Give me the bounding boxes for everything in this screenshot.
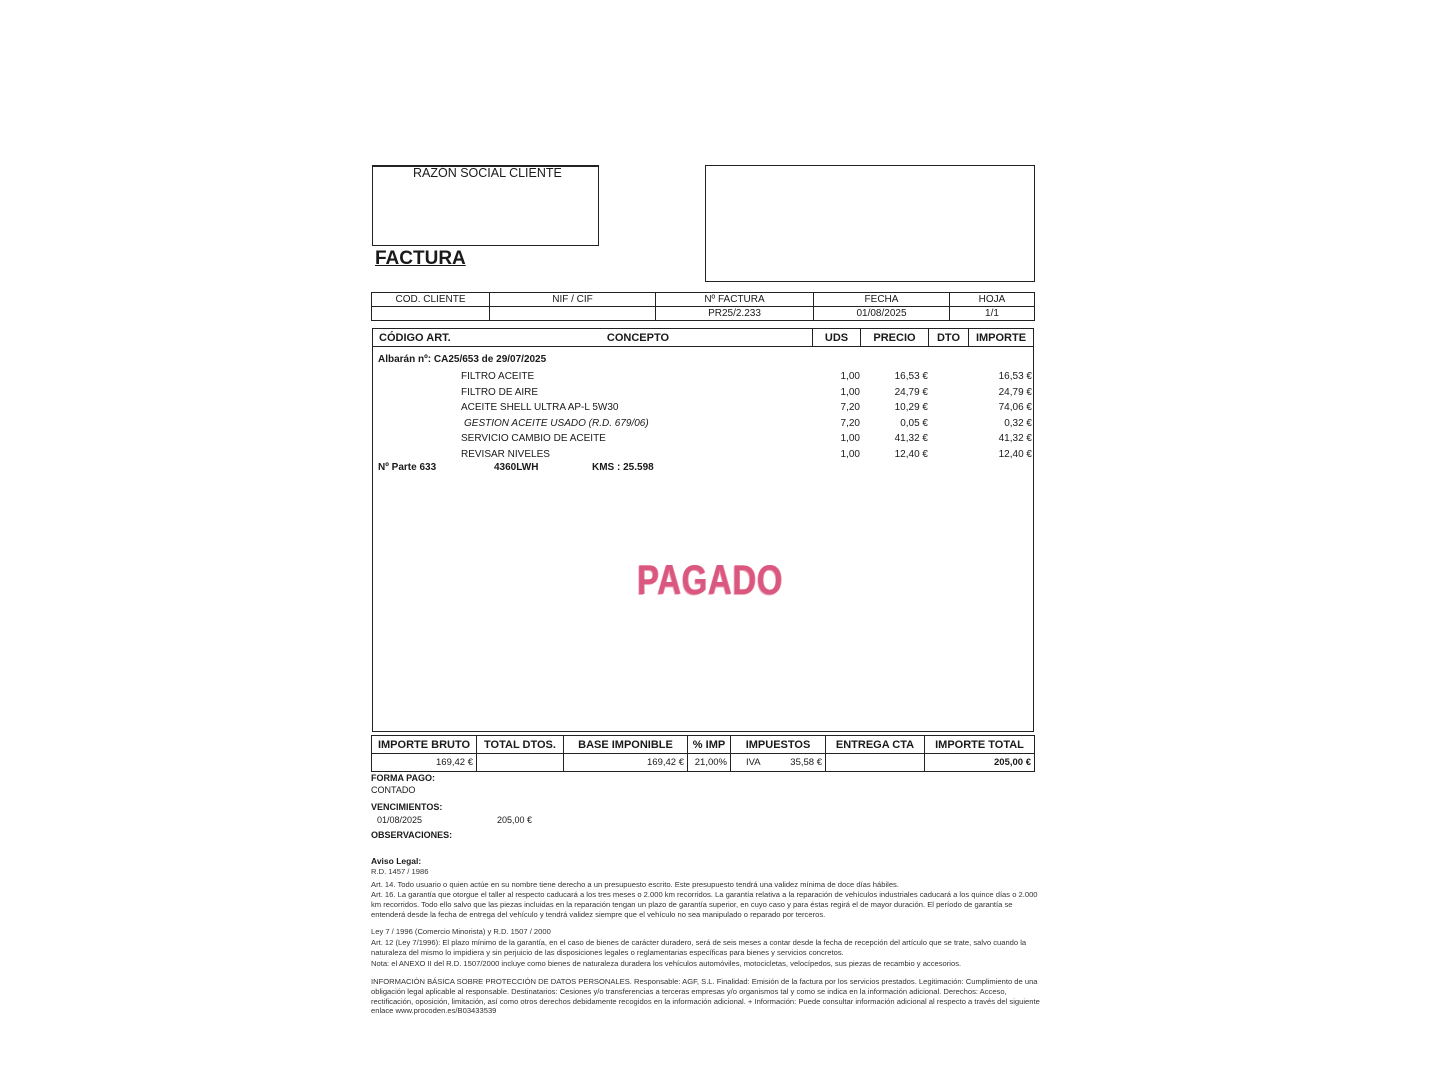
parte-number: Nº Parte 633 <box>378 462 437 473</box>
legal-proteccion-datos: INFORMACIÓN BÁSICA SOBRE PROTECCIÓN DE DATOS PERSONALES. Responsable: AGF, S.L. Finalidad: Emisión de la factura por los servicios prestados. Legitimación: Cumplimiento de una obligación legal aplicable al responsable. Destinatarios: Cesiones y/o transferencias a terceras empresas y/o organismos tal y como se indica en la información adicional. Derechos: Acceso, rectificación, oposición, limitación, así como otros derechos debidamente recogidos en la información adicional. + Información: Puede consultar información adicional al respecto a través del siguiente enlace www.procoden.es/B03433539 <box>371 977 1040 1016</box>
impuestos-amount: 35,58 € <box>790 757 822 768</box>
document-title: FACTURA <box>375 248 466 269</box>
column-header-codigo: CÓDIGO ART. <box>373 329 813 347</box>
totals-value-impuestos <box>731 754 826 772</box>
header-value-cod-cliente <box>372 307 490 321</box>
item-uds: 1,00 <box>840 433 860 444</box>
legal-art14: Art. 14. Todo usuario o quien actúe en su nombre tiene derecho a un presupuesto escrito. Este presupuesto tendrá una validez mínima de doce días hábiles. <box>371 880 899 889</box>
item-concepto: SERVICIO CAMBIO DE ACEITE <box>461 433 606 444</box>
totals-value-base: 169,42 € <box>564 754 688 772</box>
item-concepto: REVISAR NIVELES <box>461 448 550 460</box>
item-uds: 1,00 <box>840 386 860 398</box>
totals-table <box>371 735 1035 772</box>
item-importe: 16,53 € <box>998 371 1032 382</box>
header-label-cod-cliente: COD. CLIENTE <box>372 293 490 307</box>
legal-art16: Art. 16. La garantía que otorgue el taller al respecto caducará a los tres meses o 2.000 km recorridos. La garantía relativa a la reparación de vehículos industriales caducará a los quince días o 2.000 km recorridos. Todo ello salvo que las piezas incluidas en la reparación tengan un plazo de garantía superior, en cuyo caso y para éstas regirá el de mayor duración. El período de garantía se entenderá desde la fecha de entrega del vehículo y tendrá validez siempre que el vehículo no sea manipulado o reparado por terceros. <box>371 890 1038 919</box>
totals-label-dtos: TOTAL DTOS. <box>477 736 564 754</box>
header-value-hoja: 1/1 <box>950 307 1035 321</box>
item-concepto: FILTRO DE AIRE <box>461 386 539 398</box>
albaran-reference: Albarán nº: CA25/653 de 29/07/2025 <box>378 354 547 365</box>
item-uds: 7,20 <box>840 417 860 429</box>
totals-label-total: IMPORTE TOTAL <box>925 736 1035 754</box>
forma-pago-value: CONTADO <box>371 785 416 795</box>
column-header-importe: IMPORTE <box>969 329 1033 347</box>
totals-label-base: BASE IMPONIBLE <box>564 736 688 754</box>
vehicle-kms: KMS : 25.598 <box>592 462 654 473</box>
header-label-hoja: HOJA <box>950 293 1035 307</box>
totals-label-entrega: ENTREGA CTA <box>826 736 925 754</box>
totals-value-pimp: 21,00% <box>688 754 731 772</box>
legal-rd: R.D. 1457 / 1986 <box>371 867 429 876</box>
forma-pago-label: FORMA PAGO: <box>371 773 435 783</box>
item-concepto: FILTRO ACEITE <box>461 371 535 382</box>
header-value-nif <box>490 307 656 321</box>
item-importe: 41,32 € <box>998 433 1032 444</box>
column-header-uds: UDS <box>813 329 861 347</box>
column-header-dto: DTO <box>929 329 969 347</box>
invoice-header-table <box>371 292 1035 321</box>
company-box <box>705 165 1035 282</box>
vencimiento-fecha: 01/08/2025 <box>377 815 423 825</box>
item-concepto: ACEITE SHELL ULTRA AP-L 5W30 <box>461 402 619 413</box>
totals-value-total: 205,00 € <box>925 754 1035 772</box>
vehicle-plate: 4360LWH <box>494 462 539 473</box>
item-importe: 74,06 € <box>998 402 1032 413</box>
legal-art12: Art. 12 (Ley 7/1996): El plazo mínimo de la garantía, en el caso de bienes de carácter duradero, será de seis meses a contar desde la fecha de recepción del artículo que se trate, salvo cuando la naturaleza del mismo lo impidiera y sin perjuicio de las disposiciones legales o reglamentarias específicas para bienes y servicios concretos. <box>371 938 1027 957</box>
iva-label: IVA <box>746 757 761 768</box>
item-precio: 24,79 € <box>894 386 928 398</box>
item-uds: 7,20 <box>840 402 860 413</box>
totals-value-bruto: 169,42 € <box>372 754 477 772</box>
item-precio: 12,40 € <box>894 448 928 460</box>
paid-stamp: PAGADO <box>637 556 784 603</box>
observaciones-label: OBSERVACIONES: <box>371 830 453 840</box>
item-precio: 16,53 € <box>894 371 928 382</box>
totals-label-bruto: IMPORTE BRUTO <box>372 736 477 754</box>
legal-title: Aviso Legal: <box>371 856 422 866</box>
legal-ley7: Ley 7 / 1996 (Comercio Minorista) y R.D. 1507 / 2000 <box>371 927 551 936</box>
client-box-title: RAZÓN SOCIAL CLIENTE <box>413 166 562 180</box>
column-header-concepto-label: CONCEPTO <box>606 332 670 344</box>
item-precio: 41,32 € <box>894 433 928 444</box>
vencimientos-label: VENCIMIENTOS: <box>371 802 443 812</box>
column-header-precio: PRECIO <box>861 329 929 347</box>
item-uds: 1,00 <box>840 448 860 460</box>
header-value-fecha: 01/08/2025 <box>814 307 950 321</box>
totals-label-impuestos: IMPUESTOS <box>731 736 826 754</box>
header-label-nif: NIF / CIF <box>490 293 656 307</box>
column-header-concepto <box>373 329 813 347</box>
totals-value-entrega <box>826 754 925 772</box>
item-importe: 24,79 € <box>998 386 1032 398</box>
item-precio: 0,05 € <box>900 417 928 429</box>
header-label-factura: Nº FACTURA <box>656 293 814 307</box>
legal-nota: Nota: el ANEXO II del R.D. 1507/2000 incluye como bienes de naturaleza duradera los vehículos automóviles, motocicletas, velocípedos, sus piezas de recambio y accesorios. <box>371 959 962 968</box>
header-label-fecha: FECHA <box>814 293 950 307</box>
item-precio: 10,29 € <box>894 402 928 413</box>
header-value-factura: PR25/2.233 <box>656 307 814 321</box>
totals-value-dtos <box>477 754 564 772</box>
item-uds: 1,00 <box>840 371 860 382</box>
item-importe: 12,40 € <box>998 448 1032 460</box>
item-importe: 0,32 € <box>1004 417 1032 429</box>
item-concepto: GESTION ACEITE USADO (R.D. 679/06) <box>464 417 649 429</box>
totals-label-pimp: % IMP <box>688 736 731 754</box>
vencimiento-importe: 205,00 € <box>497 815 533 825</box>
